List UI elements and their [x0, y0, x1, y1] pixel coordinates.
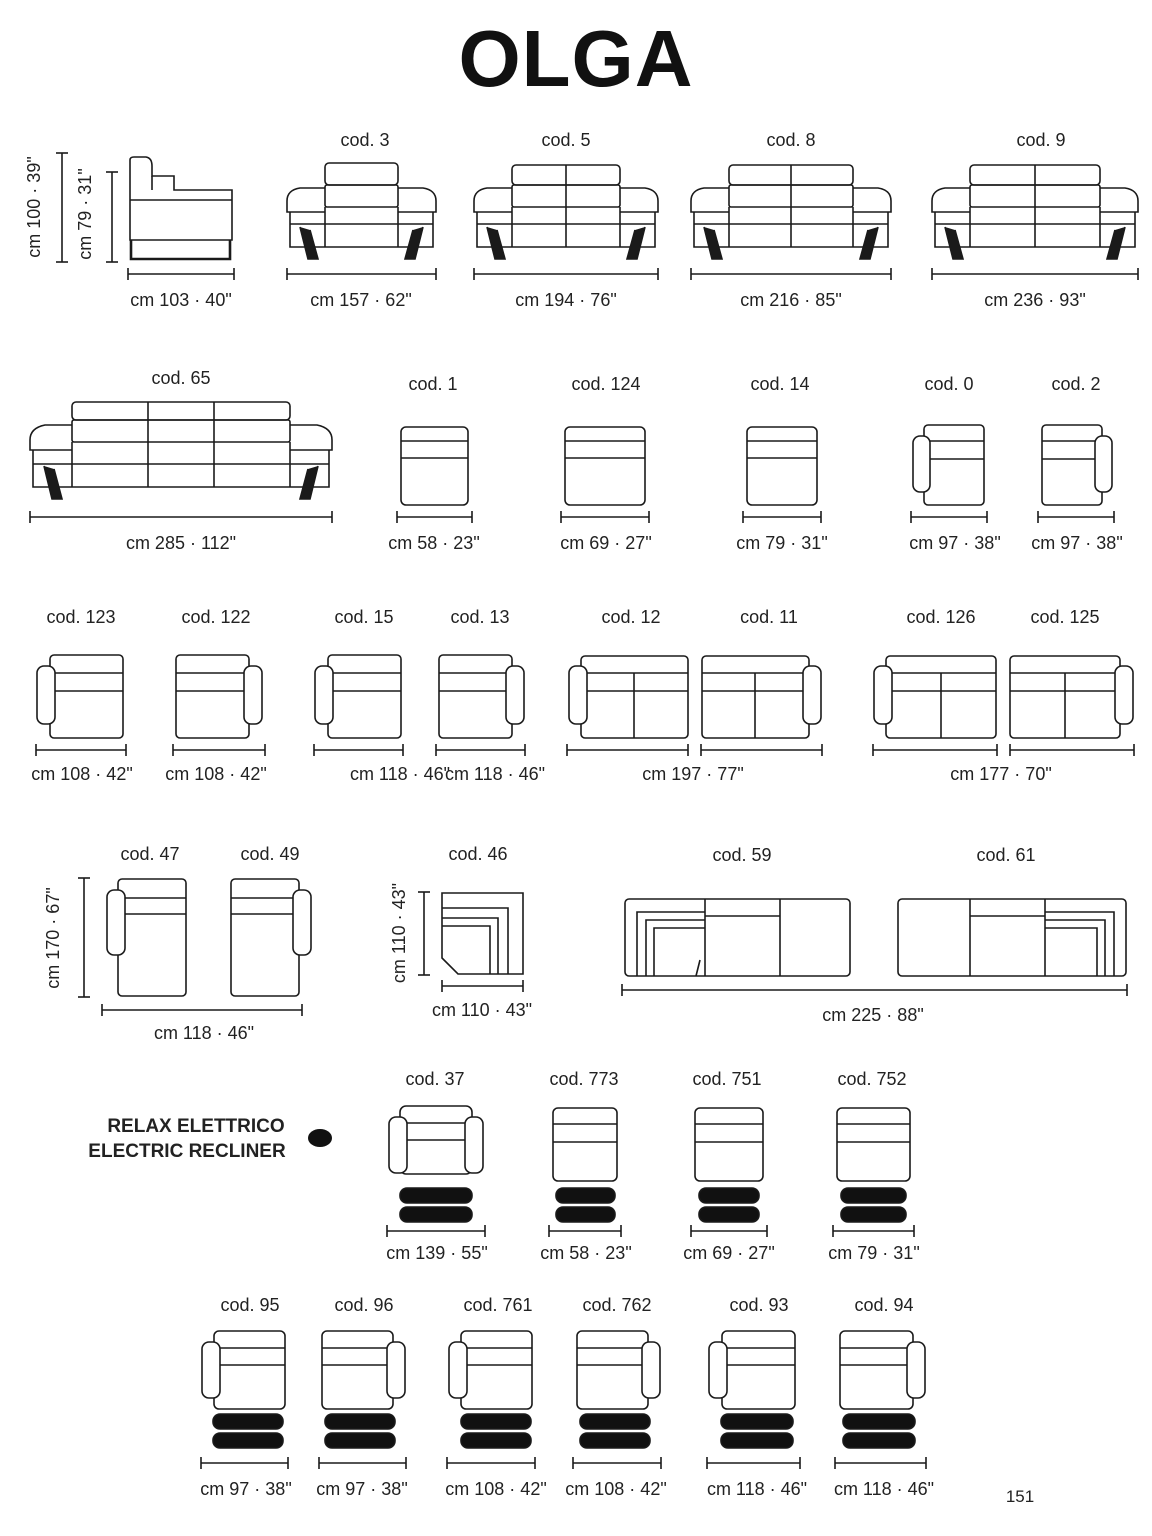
- relax-label-it: RELAX ELETTRICO: [107, 1116, 285, 1137]
- corner-sofa-drawing: [625, 899, 850, 976]
- recliner-drawing: [319, 1331, 406, 1469]
- product-code: cod. 13: [450, 607, 510, 627]
- product-code: cod. 762: [582, 1295, 652, 1315]
- product-code: cod. 752: [837, 1069, 907, 1089]
- product-width: cm 110 · 43": [431, 1000, 533, 1020]
- product-width: cm 194 · 76": [515, 290, 617, 310]
- recliner-drawing: [387, 1106, 485, 1237]
- product-depth: cm 170 · 67": [43, 887, 63, 989]
- product-depth: cm 110 · 43": [389, 882, 409, 984]
- page-number: 151: [1005, 1487, 1035, 1506]
- product-code: cod. 126: [906, 607, 976, 627]
- product-width: cm 197 · 77": [642, 764, 744, 784]
- sofa-drawing: [932, 165, 1138, 280]
- dimension-line: [102, 1004, 302, 1016]
- product-width: cm 97 · 38": [909, 533, 1001, 553]
- corner-sofa-drawing: [898, 899, 1126, 976]
- sofa-drawing: [287, 163, 436, 280]
- product-width: cm 177 · 70": [950, 764, 1052, 784]
- product-width: cm 118 · 46": [706, 1479, 808, 1499]
- product-code: cod. 65: [151, 368, 211, 388]
- product-width: cm 108 · 42": [165, 764, 267, 784]
- product-code: cod. 59: [712, 845, 772, 865]
- product-code: cod. 0: [924, 374, 974, 394]
- product-code: cod. 124: [571, 374, 641, 394]
- product-code: cod. 8: [766, 130, 816, 150]
- two-seat-module-drawing: [569, 656, 688, 738]
- product-width: cm 118 · 46": [444, 764, 546, 784]
- recliner-drawing: [201, 1331, 288, 1469]
- corner-module-drawing: [418, 892, 523, 992]
- chaise-drawing: [107, 879, 186, 996]
- recliner-drawing: [833, 1108, 914, 1237]
- recliner-drawing: [707, 1331, 800, 1469]
- product-code: cod. 9: [1016, 130, 1066, 150]
- armchair-module-drawing: [173, 655, 265, 756]
- product-width: cm 69 · 27": [683, 1243, 775, 1263]
- product-code: cod. 12: [601, 607, 661, 627]
- product-width: cm 157 · 62": [310, 290, 412, 310]
- armchair-module-drawing: [436, 655, 525, 756]
- dimension-line: [873, 744, 1134, 756]
- product-width: cm 108 · 42": [445, 1479, 547, 1499]
- recliner-drawing: [573, 1331, 661, 1469]
- armchair-module-drawing: [314, 655, 403, 756]
- product-code: cod. 751: [692, 1069, 762, 1089]
- product-code: cod. 3: [340, 130, 390, 150]
- product-width: cm 108 · 42": [565, 1479, 667, 1499]
- product-code: cod. 49: [240, 844, 300, 864]
- product-code: cod. 93: [729, 1295, 789, 1315]
- product-width: cm 79 · 31": [736, 533, 828, 553]
- recliner-symbol-icon: [308, 1129, 332, 1147]
- product-code: cod. 95: [220, 1295, 280, 1315]
- product-code: cod. 1: [408, 374, 458, 394]
- recliner-drawing: [835, 1331, 926, 1469]
- product-width: cm 58 · 23": [388, 533, 480, 553]
- page-title: OLGA: [458, 14, 694, 103]
- module-drawing: [743, 427, 821, 523]
- product-code: cod. 15: [334, 607, 394, 627]
- sofa-drawing: [30, 402, 332, 523]
- product-width: cm 118 · 46": [833, 1479, 935, 1499]
- product-width: cm 236 · 93": [984, 290, 1086, 310]
- armchair-module-drawing: [1038, 425, 1114, 523]
- product-width: cm 225 · 88": [822, 1005, 924, 1025]
- two-seat-module-drawing: [874, 656, 996, 738]
- side-width: cm 103 · 40": [130, 290, 232, 310]
- product-width: cm 108 · 42": [31, 764, 133, 784]
- dimension-line: [78, 878, 90, 997]
- product-code: cod. 5: [541, 130, 591, 150]
- product-code: cod. 2: [1051, 374, 1101, 394]
- product-code: cod. 123: [46, 607, 116, 627]
- sofa-drawing: [474, 165, 658, 280]
- armchair-module-drawing: [911, 425, 987, 523]
- relax-label-en: ELECTRIC RECLINER: [88, 1141, 286, 1162]
- product-code: cod. 46: [448, 844, 508, 864]
- product-width: cm 285 · 112": [125, 533, 237, 553]
- product-code: cod. 47: [120, 844, 180, 864]
- dimension-line: [567, 744, 822, 756]
- side-height-total: cm 100 · 39": [24, 156, 44, 258]
- product-code: cod. 14: [750, 374, 810, 394]
- product-width: cm 216 · 85": [740, 290, 842, 310]
- armchair-module-drawing: [36, 655, 126, 756]
- product-width: cm 97 · 38": [316, 1479, 408, 1499]
- dimension-line: [622, 984, 1127, 996]
- two-seat-module-drawing: [1010, 656, 1133, 738]
- product-width: cm 118 · 46": [349, 764, 451, 784]
- product-code: cod. 37: [405, 1069, 465, 1089]
- product-code: cod. 61: [976, 845, 1036, 865]
- recliner-drawing: [549, 1108, 621, 1237]
- product-width: cm 58 · 23": [540, 1243, 632, 1263]
- two-seat-module-drawing: [702, 656, 821, 738]
- product-code: cod. 122: [181, 607, 251, 627]
- product-width: cm 97 · 38": [1031, 533, 1123, 553]
- side-height-seat: cm 79 · 31": [75, 168, 95, 260]
- product-width: cm 139 · 55": [386, 1243, 488, 1263]
- module-drawing: [397, 427, 472, 523]
- recliner-drawing: [447, 1331, 535, 1469]
- product-code: cod. 761: [463, 1295, 533, 1315]
- product-code: cod. 773: [549, 1069, 619, 1089]
- sofa-drawing: [691, 165, 891, 280]
- product-code: cod. 96: [334, 1295, 394, 1315]
- product-code: cod. 11: [740, 607, 798, 627]
- module-drawing: [561, 427, 649, 523]
- product-width: cm 97 · 38": [200, 1479, 292, 1499]
- product-width: cm 118 · 46": [153, 1023, 255, 1043]
- product-code: cod. 94: [854, 1295, 914, 1315]
- product-width: cm 79 · 31": [828, 1243, 920, 1263]
- recliner-drawing: [691, 1108, 767, 1237]
- product-code: cod. 125: [1030, 607, 1100, 627]
- chaise-drawing: [231, 879, 311, 996]
- product-width: cm 69 · 27": [560, 533, 652, 553]
